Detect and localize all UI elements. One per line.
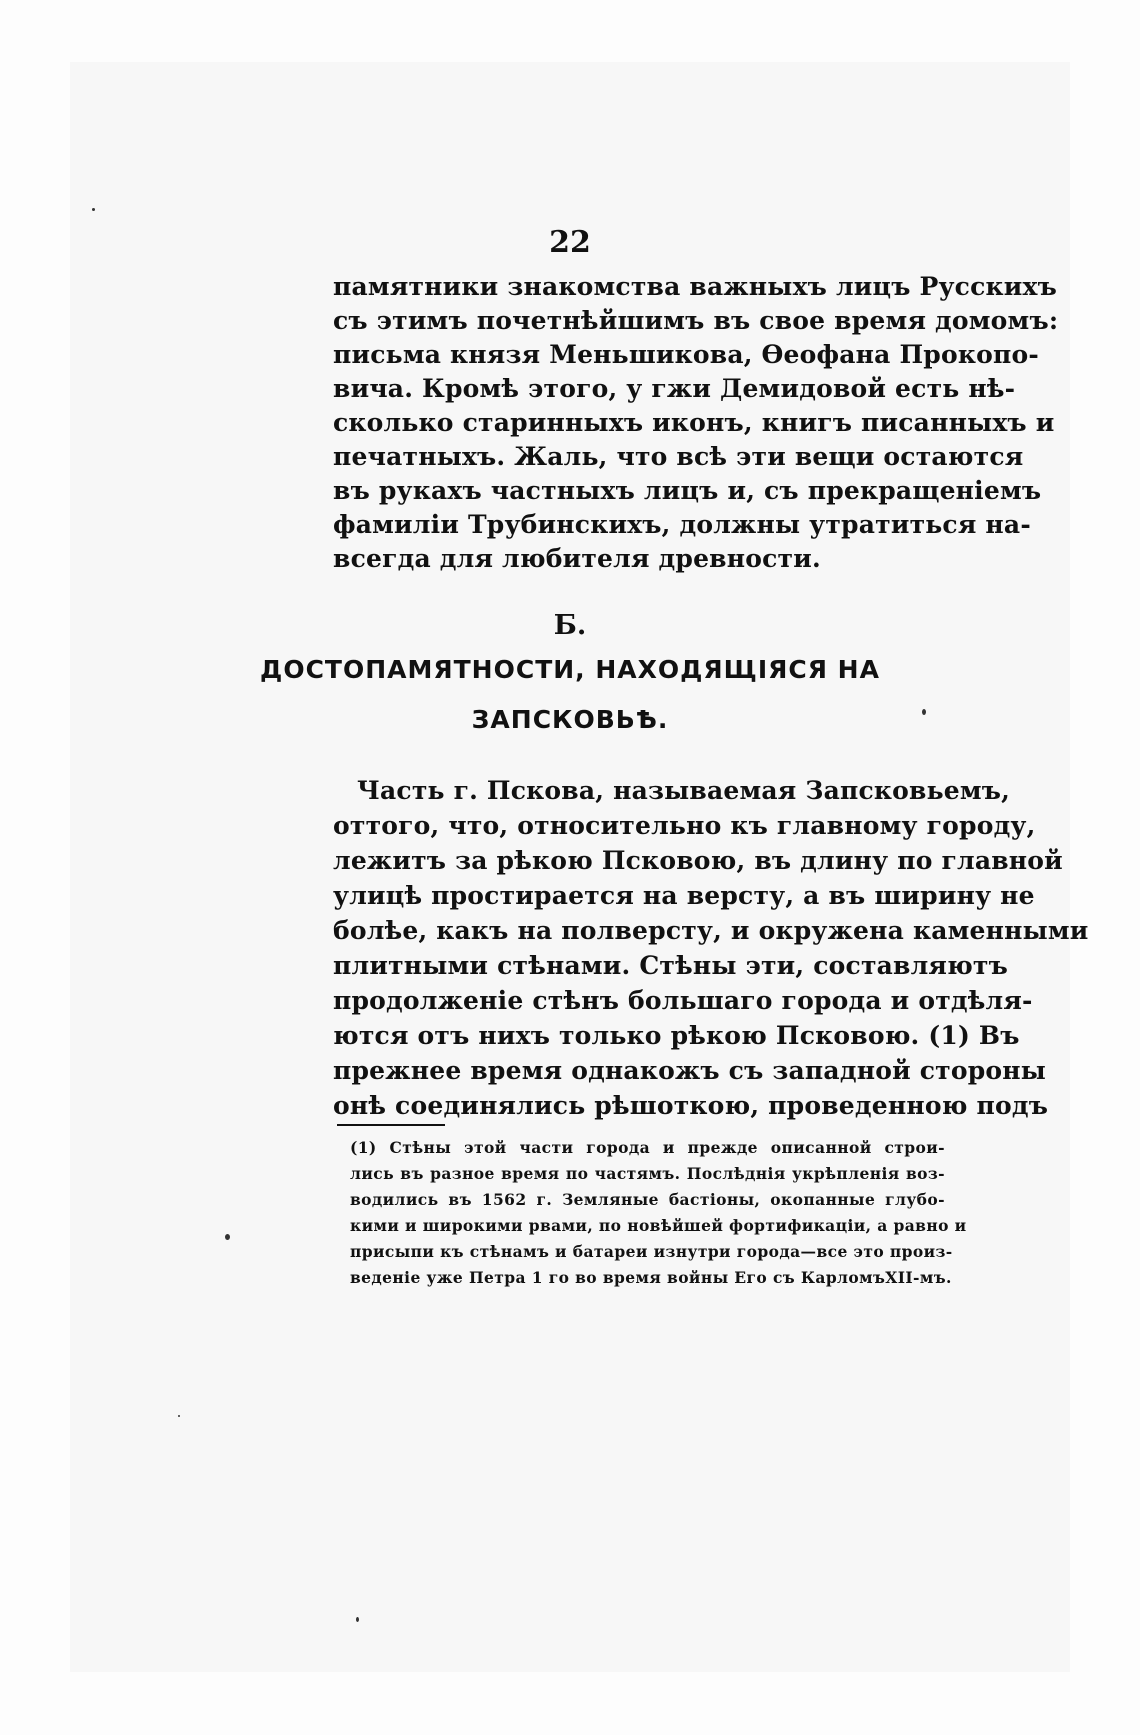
footnote-line: кими и широкими рвами, по новѣйшей фортификаціи, а равно и [350,1216,967,1235]
footnote-line: (1) Стѣны этой части города и прежде описанной строи- [350,1138,945,1157]
scan-speck [356,1617,359,1622]
text-line: сколько старинныхъ иконъ, книгъ писанныхъ и [333,408,1055,437]
text-line: болѣе, какъ на полверсту, и окружена каменными [333,916,1089,945]
text-line: оттого, что, относительно къ главному городу, [333,811,1036,840]
text-line: плитными стѣнами. Стѣны эти, составляютъ [333,951,1009,980]
scan-speck [178,1415,180,1417]
text-line: вича. Кромѣ этого, у гжи Демидовой есть нѣ- [333,374,1016,403]
page-number: 22 [549,225,591,260]
text-line: продолженіе стѣнъ большаго города и отдѣля- [333,986,1033,1015]
text-line: всегда для любителя древности. [333,544,821,573]
text-line: онѣ соединялись рѣшоткою, проведенною подъ [333,1091,1049,1120]
text-line: письма князя Меньшикова, Ѳеофана Прокопо- [333,340,1039,369]
footnote-line: присыпи къ стѣнамъ и батареи изнутри города—все это произ- [350,1242,953,1261]
text-line: прежнее время однакожъ съ западной стороны [333,1056,1047,1085]
body-paragraph [333,773,1089,1123]
text-line: въ рукахъ частныхъ лицъ и, съ прекращеніемъ [333,476,1042,505]
intro-paragraph [333,270,1059,576]
text-line: памятники знакомства важныхъ лицъ Русскихъ [333,272,1058,301]
scan-speck [92,208,95,211]
footnote [350,1135,967,1291]
footnote-line: водились въ 1562 г. Земляные бастіоны, окопанные глубо- [350,1190,945,1209]
scan-speck [225,1234,230,1240]
section-title-line-1: ДОСТОПАМЯТНОСТИ, НАХОДЯЩІЯСЯ НА [260,655,880,684]
text-line: Часть г. Пскова, называемая Запсковьемъ, [357,776,1011,805]
footnote-line: веденіе уже Петра 1 го во время войны Его съ КарломъXII-мъ. [350,1268,952,1287]
text-line: печатныхъ. Жаль, что всѣ эти вещи остаются [333,442,1024,471]
scan-speck [922,709,926,715]
text-line: ются отъ нихъ только рѣкою Псковою. (1) Въ [333,1021,1020,1050]
footnote-line: лись въ разное время по частямъ. Послѣднія укрѣпленія воз- [350,1164,945,1183]
section-letter: Б. [553,610,587,641]
text-line: фамиліи Трубинскихъ, должны утратиться на- [333,510,1031,539]
section-title-line-2: ЗАПСКОВЬѢ. [471,705,669,734]
text-line: съ этимъ почетнѣйшимъ въ свое время домомъ: [333,306,1059,335]
footnote-divider [337,1124,445,1126]
text-line: улицѣ простирается на версту, а въ ширину не [333,881,1035,910]
text-line: лежитъ за рѣкою Псковою, въ длину по главной [333,846,1063,875]
